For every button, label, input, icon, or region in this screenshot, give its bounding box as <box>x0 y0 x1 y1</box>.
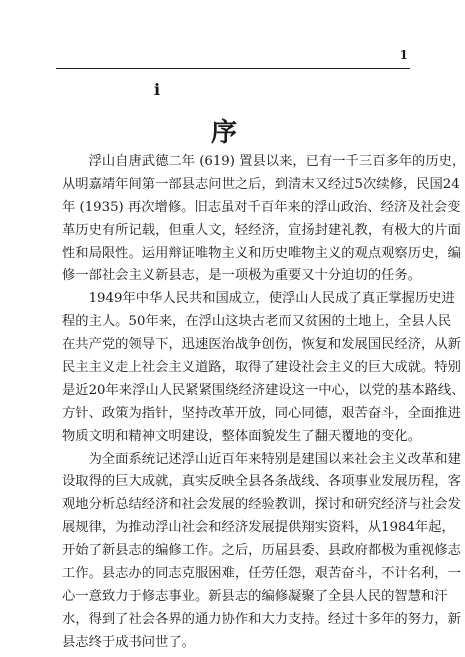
text-line: 设取得的巨大成就，真实反映全县各条战线、各项事业发展历程，客 <box>62 474 461 490</box>
text-line: 县志终于成书问世了。 <box>62 634 195 650</box>
header-rule <box>56 68 410 69</box>
text-line: 物质文明和精神文明建设，整体面貌发生了翻天覆地的变化。 <box>62 428 422 444</box>
text-line: 在共产党的领导下，迅速医治战争创伤，恢复和发展国民经济，从新 <box>62 337 461 353</box>
text-line: 工作。县志办的同志克服困难，任劳任怨，艰苦奋斗，不计名利，一 <box>62 566 461 582</box>
text-line: 年 (1935) 再次增修。旧志虽对千百年来的浮山政治、经济及社会变 <box>62 199 461 215</box>
text-line: 性和局限性。运用辩证唯物主义和历史唯物主义的观点观察历史，编 <box>62 245 461 261</box>
text-line: 心一意致力于修志事业。新县志的编修凝聚了全县人民的智慧和汗 <box>62 588 448 604</box>
text-line: 1949年中华人民共和国成立，使浮山人民成了真正掌握历史进 <box>62 291 455 307</box>
text-line: 是近20年来浮山人民紧紧围绕经济建设这一中心，以党的基本路线、 <box>62 382 465 398</box>
text-line: 从明嘉靖年间第一部县志问世之后，到清末又经过5次续修，民国24 <box>62 176 460 192</box>
margin-mark: ⅰ <box>154 80 161 99</box>
text-line: 开始了新县志的编修工作。之后，历届县委、县政府都极为重视修志 <box>62 543 461 559</box>
text-line: 浮山自唐武德二年 (619) 置县以来，已有一千三百多年的历史， <box>62 154 465 169</box>
text-line: 观地分析总结经济和社会发展的经验教训，探讨和研究经济与社会发 <box>62 497 461 513</box>
text-line: 程的主人。50年来，在浮山这块古老而又贫困的土地上，全县人民 <box>62 314 452 330</box>
body-text <box>62 151 465 655</box>
page-number: 1 <box>399 48 408 62</box>
text-line: 革历史有所记载，但重人文，轻经济，宣扬封建礼教，有极大的片面 <box>62 222 461 238</box>
text-line: 民主主义走上社会主义道路，取得了建设社会主义的巨大成就。特别 <box>62 360 461 376</box>
text-line: 为全面系统记述浮山近百年来特别是建国以来社会主义改革和建 <box>62 451 461 467</box>
text-line: 展规律，为推动浮山社会和经济发展提供翔实资料，从1984年起， <box>62 520 455 536</box>
text-line: 水，得到了社会各界的通力协作和大力支持。经过十多年的努力，新 <box>62 611 461 627</box>
page-title: 序 <box>210 118 239 148</box>
text-line: 方针、政策为指针，坚持改革开放，同心同德，艰苦奋斗，全面推进 <box>62 405 461 421</box>
text-line: 修一部社会主义新县志，是一项极为重要又十分迫切的任务。 <box>62 268 422 284</box>
